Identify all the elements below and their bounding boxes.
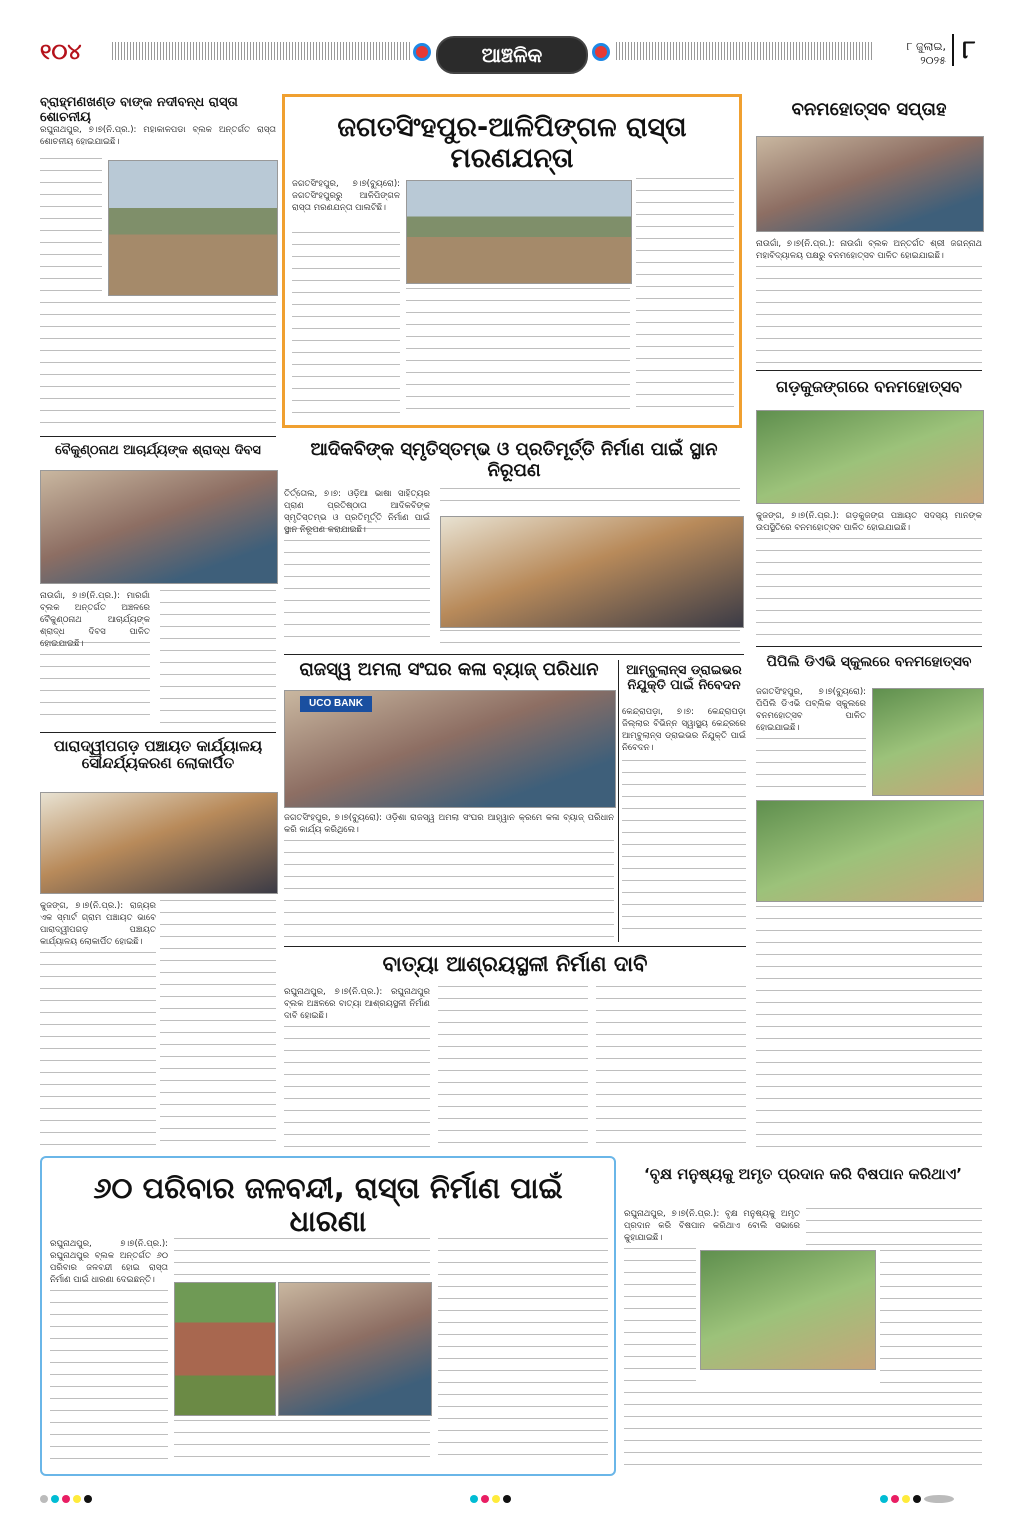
article-body-pariwar xyxy=(174,1238,430,1278)
article-body-baikunthanath xyxy=(160,590,276,726)
photo-officials-planting xyxy=(756,800,984,902)
dateline-batya: ରଘୁନାଥପୁର, ୭।୭(ନି.ପ୍ର.): ରଘୁନାଥପୁର ବ୍ଲକ ଅଞ୍ଚଳରେ ବାତ୍ୟା ଆଶ୍ରୟସ୍ଥଳୀ ନିର୍ମାଣ ଦାବି ହୋଇଛି। xyxy=(284,987,430,1021)
divider xyxy=(40,436,276,437)
article-body-gadkujang xyxy=(756,538,982,640)
dateline-baikunthanath: ନାଉଗାଁ, ୭।୭(ନି.ପ୍ର.): ମାରଗାଁ ବ୍ଲକ ଅନ୍ତର୍ଗତ ଅଞ୍ଚଳରେ ବୈକୁଣ୍ଠନାଥ ଆଚାର୍ଯ୍ୟଙ୍କ ଶ୍ରାଦ୍ଧ ଦିବସ ପାଳିତ ହୋଇଯାଇଛି। xyxy=(40,591,150,649)
target-icon xyxy=(592,43,610,61)
photo-tree-planting-crowd xyxy=(756,410,984,504)
article-body-adikabi xyxy=(440,630,740,648)
dateline-ambulance: କେନ୍ଦ୍ରାପଡ଼ା, ୭।୭: କେନ୍ଦ୍ରାପଡ଼ା ଜିଲ୍ଲାର ବିଭିନ୍ନ ସ୍ୱାସ୍ଥ୍ୟ କେନ୍ଦ୍ରରେ ଆମ୍ବୁଲାନ୍ସ ଡ୍ରାଇଭର ନିଯୁକ୍ତି ପାଇଁ ନିବେଦନ। xyxy=(622,707,746,753)
page-number: ୮ xyxy=(952,34,984,66)
headline-batya: ବାତ୍ୟା ଆଶ୍ରୟସ୍ଥଳୀ ନିର୍ମାଣ ଦାବି xyxy=(382,952,648,976)
headline-gadkujang: ଗଡ଼କୁଜଙ୍ଗରେ ବନମହୋତ୍ସବ xyxy=(776,377,962,396)
article-body-pipili xyxy=(756,906,982,1150)
divider xyxy=(284,946,746,947)
headline-vanamahotsav: ବନମହୋତ୍ସବ ସପ୍ତାହ xyxy=(791,99,947,120)
dateline-brahmanasahi: ରଘୁନାଥପୁର, ୭।୭(ନି.ପ୍ର.): ମହାକାଳପଡା ବ୍ଲକ ଅନ୍ତର୍ଗତ ରାସ୍ତା ଶୋଚନୀୟ ହୋଇଯାଇଛି। xyxy=(40,125,276,147)
headline-baikunthanath: ବୈକୁଣ୍ଠନାଥ ଆଚାର୍ଯ୍ୟଙ୍କ ଶ୍ରାଦ୍ଧ ଦିବସ xyxy=(55,443,261,458)
article-body-adikabi xyxy=(284,528,430,648)
article-body-pariwar xyxy=(50,1290,168,1466)
dateline-rajaswa: ଜଗତସିଂହପୁର, ୭।୭(ବ୍ୟୁରୋ): ଓଡ଼ିଶା ରାଜସ୍ୱ ଅମଲା ସଂଘର ଆହ୍ୱାନ କ୍ରମେ କଳା ବ୍ୟାଜ୍ ପରିଧାନ କରି କାର୍ଯ୍ୟ କରିଥିଲେ। xyxy=(284,813,614,835)
divider xyxy=(40,732,276,733)
photo-protesting-villagers xyxy=(278,1282,432,1416)
column-divider xyxy=(618,660,619,942)
section-title: ଆଞ୍ଚଳିକ xyxy=(436,36,588,74)
article-body-brahmanasahi xyxy=(40,158,102,298)
headline-adikabi: ଆଦିକବିଙ୍କ ସ୍ମୃତିସ୍ତମ୍ଭ ଓ ପ୍ରତିମୂର୍ତ୍ତି ନିର୍ମାଣ ପାଇଁ ସ୍ଥାନ ନିରୂପଣ xyxy=(310,439,718,481)
article-body-jagatsinghpur xyxy=(292,232,400,418)
bank-sign: UCO BANK xyxy=(300,696,372,712)
photo-school-planting xyxy=(872,688,984,796)
article-body-rajaswa xyxy=(284,840,614,940)
headline-jagatsinghpur: ଜଗତସିଂହପୁର-ଆଳିପିଙ୍ଗଳ ରାସ୍ତା ମରଣଯନ୍ତା xyxy=(337,112,687,175)
article-body-paradip xyxy=(40,952,156,1148)
headline-brukhya: ‘ବୃକ୍ଷ ମନୁଷ୍ୟକୁ ଅମୃତ ପ୍ରଦାନ କରି ବିଷପାନ କରିଥାଏ’ xyxy=(644,1165,962,1183)
article-body-baikunthanath xyxy=(40,642,150,726)
registration-marks-right xyxy=(880,1488,957,1498)
photo-damaged-road xyxy=(406,180,632,284)
dateline-vanamahotsav: ନାଉଗାଁ, ୭।୭(ନି.ପ୍ର.): ନାଉଗାଁ ବ୍ଲକ ଅନ୍ତର୍ଗତ ଶ୍ରୀ ଜଗନ୍ନାଥ ମହାବିଦ୍ୟାଳୟ ପକ୍ଷରୁ ବନମହୋତ୍ସବ ପାଳିତ ହୋଇଯାଇଛି। xyxy=(756,239,982,261)
photo-students-rally xyxy=(756,136,984,232)
divider xyxy=(284,654,744,655)
article-body-batya xyxy=(596,986,746,1148)
article-body-adikabi xyxy=(440,488,740,512)
article-body-jagatsinghpur xyxy=(636,178,734,418)
article-body-brahmanasahi xyxy=(40,302,276,430)
article-body-brukhya xyxy=(806,1208,982,1246)
divider xyxy=(756,646,982,647)
issue-date: ୮ ଜୁଲାଇ, ୨୦୨୫ xyxy=(906,40,946,67)
headline-pariwar: ୬୦ ପରିବାର ଜଳବନ୍ଦୀ, ରାସ୍ତା ନିର୍ମାଣ ପାଇଁ ଧାରଣା xyxy=(93,1171,563,1239)
dateline-paradip: କୁଜଙ୍ଗ, ୭।୭(ନି.ପ୍ର.): ରାଜ୍ୟର ଏକ ସ୍ମାର୍ଟ ଗ୍ରାମ ପଞ୍ଚାୟତ ଭାବେ ପାରାଦ୍ୱୀପଗଡ଼ ପଞ୍ଚାୟତ କାର୍ଯ୍ୟାଳୟ ଲୋକାର୍ପିତ ହୋଇଛି। xyxy=(40,901,156,947)
article-body-pipili xyxy=(756,738,866,794)
dateline-pipili: ଜଗତସିଂହପୁର, ୭।୭(ବ୍ୟୁରୋ): ପିପିଲି ଡିଏଭି ପବ୍ଲିକ ସ୍କୁଲରେ ବନମହୋତ୍ସବ ପାଳିତ ହୋଇଯାଇଛି। xyxy=(756,687,866,733)
article-body-ambulance xyxy=(622,760,746,940)
photo-waterlogged-road xyxy=(174,1282,276,1416)
headline-paradip: ପାରାଦ୍ୱୀପଗଡ଼ ପଞ୍ଚାୟତ କାର୍ଯ୍ୟାଳୟ ସୌନ୍ଦର୍ଯ୍ୟକରଣ ଲୋକାର୍ପିତ xyxy=(53,737,263,773)
masthead-hatch-left xyxy=(112,42,410,60)
headline-ambulance: ଆମ୍ବୁଲାନ୍ସ ଡ୍ରାଇଭର ନିଯୁକ୍ତି ପାଇଁ ନିବେଦନ xyxy=(626,663,742,693)
photo-sapling-planting xyxy=(700,1250,876,1370)
registration-marks-center xyxy=(470,1488,514,1498)
registration-marks-left xyxy=(40,1488,95,1498)
article-body-pariwar xyxy=(174,1420,430,1466)
headline-rajaswa: ରାଜସ୍ୱ ଅମଲା ସଂଘର କଳା ବ୍ୟାଜ୍ ପରିଧାନ xyxy=(299,659,599,680)
newspaper-logo: ୧୦୪ xyxy=(40,39,82,65)
dateline-pariwar: ରଘୁନାଥପୁର, ୭।୭(ନି.ପ୍ର.): ରଘୁନାଥପୁର ବ୍ଲକ ଅନ୍ତର୍ଗତ ୬୦ ପରିବାର ଜଳବନ୍ଦୀ ହୋଇ ରାସ୍ତା ନିର୍ମାଣ ପାଇଁ ଧାରଣା ଦେଇଛନ୍ତି। xyxy=(50,1239,168,1285)
article-body-pariwar xyxy=(438,1238,608,1466)
divider xyxy=(756,370,982,371)
article-body-brukhya xyxy=(624,1392,982,1472)
article-body-brukhya xyxy=(880,1250,982,1388)
target-icon xyxy=(413,43,431,61)
article-body-batya xyxy=(438,986,588,1148)
photo-office-inauguration xyxy=(40,792,278,894)
photo-memorial-gathering xyxy=(40,470,278,584)
masthead-hatch-right xyxy=(616,42,874,60)
article-body-jagatsinghpur xyxy=(406,288,630,418)
dateline-jagatsinghpur: ଜଗତସିଂହପୁର, ୭।୭(ବ୍ୟୁରୋ): ଜଗତସିଂହପୁରରୁ ଆଳିପିଙ୍ଗଳ ରାସ୍ତା ମରଣଯନ୍ତା ପାଲଟିଛି। xyxy=(292,179,400,213)
article-body-batya xyxy=(284,1026,430,1148)
photo-meeting-officials xyxy=(440,516,744,628)
headline-pipili: ପିପିଲି ଡିଏଭି ସ୍କୁଲରେ ବନମହୋତ୍ସବ xyxy=(766,654,972,670)
dateline-adikabi: ତିର୍ତ୍ତୋଲ, ୭।୭: ଓଡ଼ିଆ ଭାଷା ସାହିତ୍ୟର ପ୍ରାଣ ପ୍ରତିଷ୍ଠାତା ଆଦିକବିଙ୍କ ସ୍ମୃତିସ୍ତମ୍ଭ ଓ ପ୍ରତିମୂର୍ତ୍ତି ନିର୍ମାଣ ପାଇଁ ସ୍ଥାନ ନିରୂପଣ କରାଯାଇଛି। xyxy=(284,489,430,535)
dateline-brukhya: ରଘୁନାଥପୁର, ୭।୭(ନି.ପ୍ର.): ବୃକ୍ଷ ମନୁଷ୍ୟକୁ ଅମୃତ ପ୍ରଦାନ କରି ବିଷପାନ କରିଥାଏ ବୋଲି ସଭାରେ କୁହାଯାଇଛି। xyxy=(624,1209,800,1243)
dateline-gadkujang: କୁଜଙ୍ଗ, ୭।୭(ନି.ପ୍ର.): ଗଡ଼କୁଜଙ୍ଗ ପଞ୍ଚାୟତ ସଦସ୍ୟ ମାନଙ୍କ ଉପସ୍ଥିତିରେ ବନମହୋତ୍ସବ ପାଳିତ ହୋଇଯାଇଛି। xyxy=(756,511,982,533)
article-body-brukhya xyxy=(624,1248,696,1388)
article-body-paradip xyxy=(160,900,276,1148)
headline-brahmanasahi: ବ୍ରାହ୍ମଣଖଣ୍ଡ ବାଙ୍କ ନଦୀବନ୍ଧ ରାସ୍ତା ଶୋଚନୀୟ xyxy=(40,95,238,125)
photo-muddy-road xyxy=(108,160,278,296)
article-body-vanamahotsav xyxy=(756,266,982,364)
